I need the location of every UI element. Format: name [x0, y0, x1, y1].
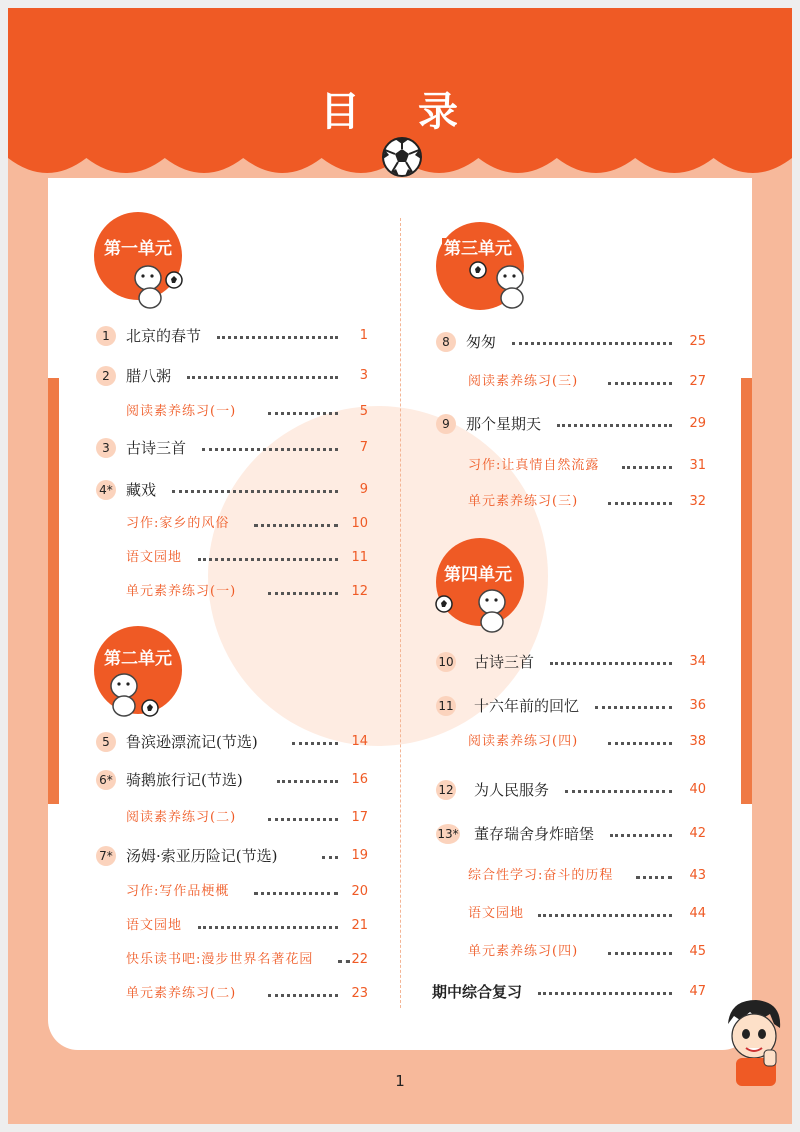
dinosaur-mascot-icon	[468, 260, 534, 312]
toc-entry[interactable]	[96, 402, 374, 424]
toc-entry[interactable]	[96, 548, 374, 570]
lesson-title: 匆匆	[466, 333, 497, 351]
section-title: 习作:让真情自然流露	[468, 458, 600, 473]
right-side-tab	[741, 378, 752, 804]
lesson-title: 那个星期天	[466, 415, 542, 433]
page-ref: 22	[351, 952, 368, 967]
page-ref: 7	[359, 440, 368, 455]
lesson-title: 为人民服务	[474, 781, 550, 799]
leader-dots	[608, 738, 672, 745]
toc-entry[interactable]	[436, 780, 712, 802]
leader-dots	[187, 372, 338, 379]
leader-dots	[202, 444, 338, 451]
page-ref: 3	[359, 368, 368, 383]
page-ref: 42	[689, 826, 706, 841]
lesson-title: 鲁滨逊漂流记(节选)	[126, 733, 258, 751]
lesson-number: 13*	[436, 824, 460, 844]
section-title: 阅读素养练习(一)	[126, 404, 237, 419]
leader-dots	[268, 814, 338, 821]
section-title: 单元素养练习(三)	[468, 494, 579, 509]
page-ref: 16	[351, 772, 368, 787]
lesson-number: 7*	[96, 846, 116, 866]
lesson-title: 骑鹅旅行记(节选)	[126, 771, 243, 789]
page-ref: 5	[359, 404, 368, 419]
leader-dots	[550, 658, 672, 665]
page-ref: 31	[689, 458, 706, 473]
page-ref: 9	[359, 482, 368, 497]
page-ref: 38	[689, 734, 706, 749]
lesson-title: 古诗三首	[126, 439, 187, 457]
page-ref: 44	[689, 906, 706, 921]
page-ref: 11	[351, 550, 368, 565]
lesson-number: 3	[96, 438, 116, 458]
leader-dots	[622, 462, 672, 469]
section-title: 习作:家乡的风俗	[126, 516, 230, 531]
page-ref: 29	[689, 416, 706, 431]
toc-entry[interactable]	[96, 582, 374, 604]
lesson-number: 1	[96, 326, 116, 346]
dinosaur-mascot-icon	[432, 582, 532, 634]
toc-entry[interactable]	[96, 438, 374, 460]
lesson-number: 4*	[96, 480, 116, 500]
toc-entry[interactable]	[96, 514, 374, 536]
leader-dots	[608, 378, 672, 385]
page-number: 1	[395, 1072, 405, 1090]
toc-entry[interactable]	[436, 652, 712, 674]
page-ref: 19	[351, 848, 368, 863]
leader-dots	[254, 888, 338, 895]
leader-dots	[608, 498, 672, 505]
page-ref: 12	[351, 584, 368, 599]
page-ref: 17	[351, 810, 368, 825]
page-ref: 25	[689, 334, 706, 349]
section-title: 习作:写作品梗概	[126, 884, 230, 899]
section-title: 单元素养练习(四)	[468, 944, 579, 959]
soccer-ball-icon	[381, 136, 423, 178]
toc-entry[interactable]	[96, 916, 374, 938]
page-ref: 45	[689, 944, 706, 959]
toc-entry[interactable]	[436, 942, 712, 964]
toc-entry[interactable]	[96, 808, 374, 830]
section-title: 快乐读书吧:漫步世界名著花园	[126, 952, 314, 967]
section-title: 阅读素养练习(二)	[126, 810, 237, 825]
page-ref: 40	[689, 782, 706, 797]
page-ref: 47	[689, 984, 706, 999]
leader-dots	[608, 948, 672, 955]
lesson-title: 北京的春节	[126, 327, 202, 345]
page-ref: 1	[359, 328, 368, 343]
lesson-title: 藏戏	[126, 481, 157, 499]
leader-dots	[268, 588, 338, 595]
leader-dots	[198, 922, 338, 929]
lesson-number: 6*	[96, 770, 116, 790]
section-title: 语文园地	[468, 906, 525, 921]
page-ref: 23	[351, 986, 368, 1001]
section-title: 阅读素养练习(四)	[468, 734, 579, 749]
lesson-number: 9	[436, 414, 456, 434]
page-ref: 43	[689, 868, 706, 883]
leader-dots	[538, 910, 672, 917]
leader-dots	[565, 786, 672, 793]
lesson-number: 12	[436, 780, 456, 800]
toc-entry[interactable]	[436, 866, 712, 888]
page-ref: 20	[351, 884, 368, 899]
toc-entry[interactable]	[96, 366, 374, 388]
unit-label: 第三单元	[444, 239, 512, 259]
page-ref: 27	[689, 374, 706, 389]
lesson-title: 董存瑞舍身炸暗堡	[474, 825, 595, 843]
toc-entry[interactable]	[436, 332, 712, 354]
section-title: 语文园地	[126, 918, 183, 933]
toc-entry[interactable]	[436, 456, 712, 478]
lesson-number: 11	[436, 696, 456, 716]
section-title: 语文园地	[126, 550, 183, 565]
toc-entry[interactable]	[436, 492, 712, 514]
left-side-tab	[48, 378, 59, 804]
lesson-number: 2	[96, 366, 116, 386]
leader-dots	[292, 738, 338, 745]
page-ref: 32	[689, 494, 706, 509]
toc-entry[interactable]	[96, 984, 374, 1006]
page	[8, 8, 792, 1124]
toc-entry[interactable]	[436, 414, 712, 436]
section-title: 期中综合复习	[432, 983, 523, 1001]
lesson-title: 汤姆·索亚历险记(节选)	[126, 847, 278, 865]
page-ref: 21	[351, 918, 368, 933]
page-ref: 34	[689, 654, 706, 669]
toc-entry[interactable]	[96, 480, 374, 502]
toc-entry[interactable]	[96, 732, 374, 754]
lesson-number: 5	[96, 732, 116, 752]
section-title: 阅读素养练习(三)	[468, 374, 579, 389]
lesson-title: 古诗三首	[474, 653, 535, 671]
unit-label: 第二单元	[104, 649, 172, 669]
leader-dots	[557, 420, 672, 427]
unit-label: 第四单元	[444, 565, 512, 585]
leader-dots	[268, 990, 338, 997]
section-title: 单元素养练习(二)	[126, 986, 237, 1001]
toc-entry[interactable]	[436, 732, 712, 754]
toc-entry[interactable]	[436, 696, 712, 718]
leader-dots	[277, 776, 338, 783]
leader-dots	[268, 408, 338, 415]
page-title: 目 录	[320, 89, 480, 135]
column-divider	[400, 218, 401, 1008]
lesson-number: 8	[436, 332, 456, 352]
page-ref: 10	[351, 516, 368, 531]
dinosaur-mascot-icon	[100, 668, 160, 720]
toc-entry[interactable]	[436, 372, 712, 394]
toc-entry[interactable]	[96, 950, 374, 972]
leader-dots	[322, 852, 338, 859]
page-ref: 14	[351, 734, 368, 749]
toc-entry[interactable]	[96, 326, 374, 348]
leader-dots	[254, 520, 338, 527]
toc-entry[interactable]	[436, 824, 712, 846]
lesson-title: 腊八粥	[126, 367, 172, 385]
leader-dots	[610, 830, 672, 837]
dinosaur-mascot-icon	[128, 260, 184, 310]
leader-dots	[595, 702, 672, 709]
toc-entry[interactable]	[436, 904, 712, 926]
section-title: 单元素养练习(一)	[126, 584, 237, 599]
leader-dots	[512, 338, 672, 345]
lesson-number: 10	[436, 652, 456, 672]
leader-dots	[198, 554, 338, 561]
leader-dots	[217, 332, 338, 339]
toc-entry[interactable]	[96, 846, 374, 868]
leader-dots	[172, 486, 338, 493]
section-title: 综合性学习:奋斗的历程	[468, 868, 614, 883]
lesson-title: 十六年前的回忆	[474, 697, 580, 715]
unit-label: 第一单元	[104, 239, 172, 259]
toc-entry[interactable]	[96, 770, 374, 792]
toc-entry[interactable]	[432, 982, 712, 1004]
toc-entry[interactable]	[96, 882, 374, 904]
leader-dots	[538, 988, 672, 995]
leader-dots	[636, 872, 672, 879]
page-ref: 36	[689, 698, 706, 713]
